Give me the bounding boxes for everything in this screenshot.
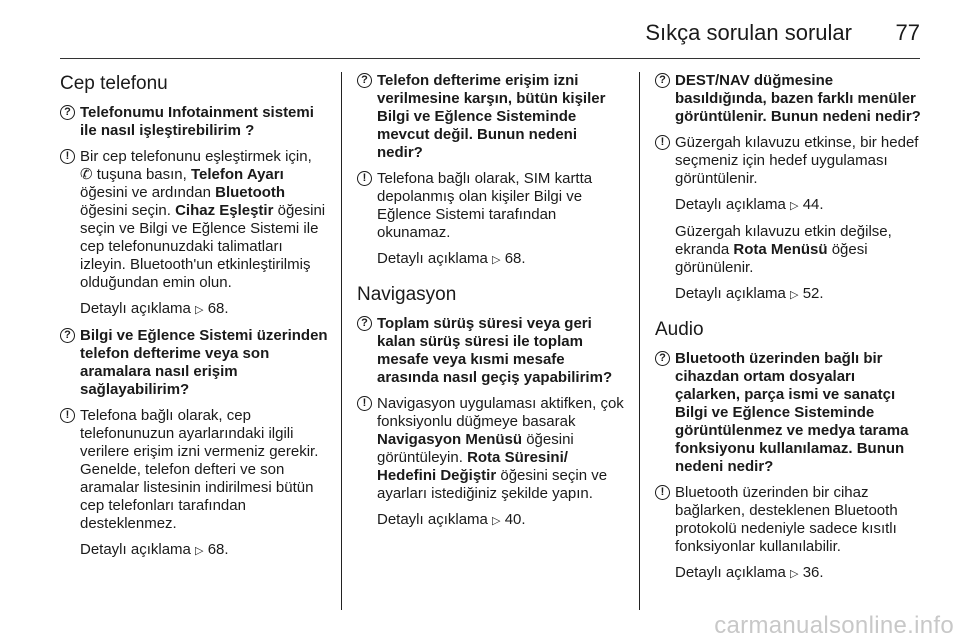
answer-item — [655, 484, 923, 556]
column-2 — [357, 72, 625, 538]
question-text: DEST/NAV düğmesine basıldığında, bazen farklı menüler görüntülenir. Bunun nedeni nedir? — [675, 72, 921, 125]
answer-item: ! Bir cep telefonunu eşleştirmek için, ✆ tuşuna basın, Telefon Ayarı öğesini ve ardından Bluetooth öğesini seçin. Cihaz Eşleştir öğesini seçin ve Bilgi ve Eğlence Sistemi ile cep telefonunuzdaki talimatları izleyin. Bluetooth'un etkinleştirilmiş olduğundan emin olun. — [60, 148, 328, 292]
question-icon: ? — [60, 105, 75, 120]
question-text: Toplam sürüş süresi veya geri kalan sürüş süresi ile toplam mesafe veya kısmi mesafe arasında nasıl geçiş yapabilirim? — [377, 315, 613, 386]
header-divider — [60, 58, 920, 59]
question-icon: ? — [357, 316, 372, 331]
column-divider — [639, 72, 640, 610]
ref-arrow-icon: ▷ — [790, 200, 799, 212]
page-number: 77 — [895, 20, 920, 45]
reference-link[interactable]: Detaylı açıklama ▷ 44. — [675, 196, 824, 213]
answer-text: Bluetooth üzerinden bir cihaz bağlarken, desteklenen Bluetooth protokolü nedeniyle sadece kısıtlı fonksiyonlar kullanılabilir. — [675, 484, 898, 555]
section-heading-navigasyon: Navigasyon — [357, 284, 457, 305]
question-item — [655, 72, 923, 126]
section-heading-cep-telefonu: Cep telefonu — [60, 73, 168, 94]
column-3 — [655, 72, 923, 591]
answer-continuation: Güzergah kılavuzu etkin değilse, ekranda Rota Menüsü öğesi görünülenir. — [675, 223, 892, 276]
question-item — [60, 327, 328, 399]
reference-link[interactable]: Detaylı açıklama ▷ 36. — [675, 564, 824, 581]
ref-arrow-icon: ▷ — [492, 254, 501, 266]
answer-text: Telefona bağlı olarak, SIM kartta depolanmış olan kişiler Bilgi ve Eğlence Sistemi tarafından okunamaz. — [377, 170, 593, 241]
answer-icon: ! — [60, 408, 75, 423]
reference-link[interactable]: Detaylı açıklama ▷ 52. — [675, 285, 824, 302]
question-item — [357, 315, 625, 387]
question-icon: ? — [357, 73, 372, 88]
answer-item — [357, 170, 625, 242]
question-item — [655, 350, 923, 476]
question-text: Bilgi ve Eğlence Sistemi üzerinden telefon defterime veya son aramalara nasıl erişim sağlayabilirim? — [80, 327, 328, 398]
answer-icon: ! — [655, 135, 670, 150]
reference-link[interactable]: Detaylı açıklama ▷ 68. — [80, 541, 229, 558]
ref-arrow-icon: ▷ — [195, 545, 204, 557]
phone-icon: ✆ — [80, 166, 93, 183]
reference-link[interactable]: Detaylı açıklama ▷ 68. — [80, 300, 229, 317]
column-divider — [341, 72, 342, 610]
column-1 — [60, 72, 328, 568]
answer-icon: ! — [357, 396, 372, 411]
answer-text: Telefona bağlı olarak, cep telefonunuzun ayarlarındaki ilgili verilere erişim izni vermeniz gerekir. Genelde, telefon defteri ve son aramalar listesinin indirilmesi bütün cep telefonları tarafından desteklenmez. — [80, 407, 319, 532]
ref-arrow-icon: ▷ — [195, 304, 204, 316]
question-icon: ? — [60, 328, 75, 343]
ref-arrow-icon: ▷ — [790, 568, 799, 580]
question-text: Telefon defterime erişim izni verilmesine karşın, bütün kişiler Bilgi ve Eğlence Sisteminde mevcut değil. Bunun nedeni nedir? — [377, 72, 606, 161]
answer-item: ! Navigasyon uygulaması aktifken, çok fonksiyonlu düğmeye basarak Navigasyon Menüsü öğesini görüntüleyin. Rota Süresini/ Hedefini Değiştir öğesini seçin ve ayarları istediğiniz şekilde yapın. — [357, 395, 625, 503]
section-heading-audio: Audio — [655, 319, 704, 340]
question-text: Telefonumu Infotainment sistemi ile nasıl işleştirebilirim ? — [80, 104, 314, 139]
ref-arrow-icon: ▷ — [790, 289, 799, 301]
ref-arrow-icon: ▷ — [492, 515, 501, 527]
answer-icon: ! — [60, 149, 75, 164]
answer-item — [655, 134, 923, 188]
reference-link[interactable]: Detaylı açıklama ▷ 68. — [377, 250, 526, 267]
answer-icon: ! — [357, 171, 372, 186]
page-header — [60, 0, 920, 58]
answer-icon: ! — [655, 485, 670, 500]
answer-text: Güzergah kılavuzu etkinse, bir hedef seçmeniz için hedef uygulaması görüntülenir. — [675, 134, 919, 187]
question-icon: ? — [655, 73, 670, 88]
watermark: carmanualsonline.info — [714, 612, 954, 639]
reference-link[interactable]: Detaylı açıklama ▷ 40. — [377, 511, 526, 528]
page-title: Sıkça sorulan sorular — [645, 20, 852, 45]
question-icon: ? — [655, 351, 670, 366]
answer-item — [60, 407, 328, 533]
question-item — [357, 72, 625, 162]
question-text: Bluetooth üzerinden bağlı bir cihazdan ortam dosyaları çalarken, parça ismi ve sanatçı Bilgi ve Eğlence Sisteminde görüntülenmez ve medya tarama fonksiyonu kullanılamaz. Bunun nedeni nedir? — [675, 350, 909, 475]
question-item — [60, 104, 328, 140]
